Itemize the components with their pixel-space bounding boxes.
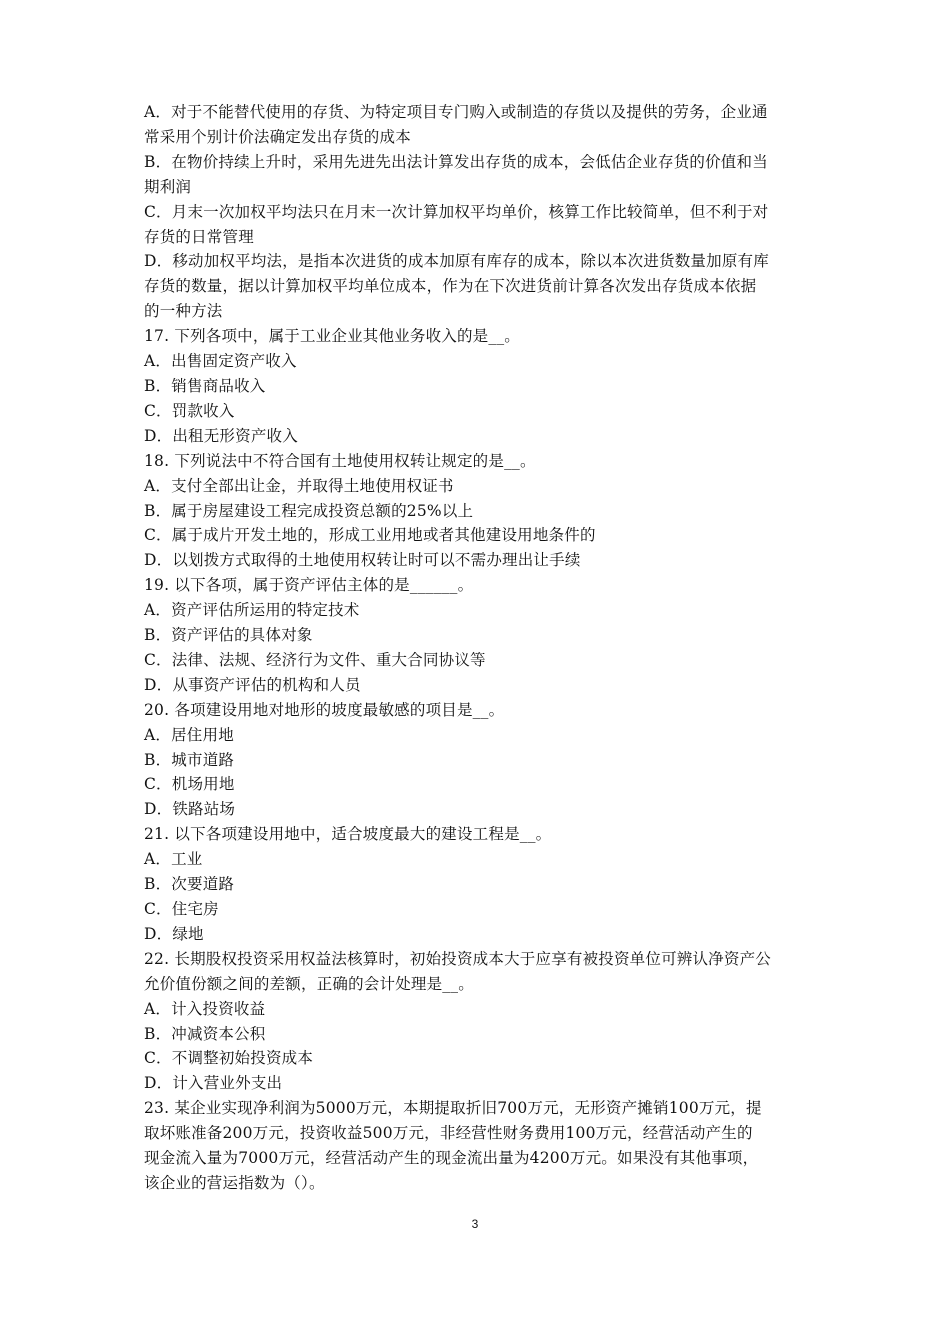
text-line: 17. 下列各项中，属于工业企业其他业务收入的是__。 [144,327,520,346]
text-line: 23. 某企业实现净利润为5000万元，本期提取折旧700万元，无形资产摊销100万元，提 [144,1099,762,1118]
text-line: D．以划拨方式取得的土地使用权转让时可以不需办理出让手续 [144,551,581,570]
text-line: 存货的日常管理 [144,227,254,246]
text-line: C．罚款收入 [144,401,235,420]
text-line: 该企业的营运指数为（）。 [144,1173,325,1192]
text-line: D．绿地 [144,924,204,943]
text-line: B．资产评估的具体对象 [144,626,313,645]
text-line: C．属于成片开发土地的，形成工业用地或者其他建设用地条件的 [144,526,596,545]
text-line: C．住宅房 [144,900,219,918]
text-line: 22. 长期股权投资采用权益法核算时，初始投资成本大于应享有被投资单位可辨认净资产公 [144,949,771,968]
text-line: A．计入投资收益 [144,999,266,1018]
text-line: C．不调整初始投资成本 [144,1049,314,1068]
text-line: 21. 以下各项建设用地中，适合坡度最大的建设工程是__。 [144,825,552,844]
text-line: A．支付全部出让金，并取得土地使用权证书 [144,476,454,495]
text-line: D．移动加权平均法，是指本次进货的成本加原有库存的成本，除以本次进货数量加原有库 [144,252,769,271]
text-line: C．法律、法规、经济行为文件、重大合同协议等 [144,650,486,669]
text-line: 19. 以下各项，属于资产评估主体的是______。 [144,576,474,595]
text-line: 取坏账准备200万元，投资收益500万元，非经营性财务费用100万元，经营活动产生的 [144,1124,753,1143]
text-line: 存货的数量，据以计算加权平均单位成本，作为在下次进货前计算各次发出存货成本依据 [144,277,757,296]
text-line: B．属于房屋建设工程完成投资总额的25%以上 [144,501,474,520]
text-line: 的一种方法 [144,302,223,321]
text-line: B．次要道路 [144,875,235,894]
text-line: 常采用个别计价法确定发出存货的成本 [144,127,411,146]
text-line: B．冲减资本公积 [144,1024,266,1043]
text-line: D．铁路站场 [144,800,236,819]
text-line: A．对于不能替代使用的存货、为特定项目专门购入或制造的存货以及提供的劳务，企业通 [144,103,768,121]
text-line: 期利润 [144,177,192,196]
text-line: B．在物价持续上升时，采用先进先出法计算发出存货的成本，会低估企业存货的价值和当 [144,152,768,171]
text-line: 现金流入量为7000万元，经营活动产生的现金流出量为4200万元。如果没有其他事项， [144,1149,759,1168]
text-line: 允价值份额之间的差额，正确的会计处理是__。 [144,974,474,993]
text-line: D．从事资产评估的机构和人员 [144,675,361,694]
document-body [144,100,812,1196]
text-line: C．月末一次加权平均法只在月末一次计算加权平均单价，核算工作比较简单，但不利于对 [144,202,769,221]
text-line: 20. 各项建设用地对地形的坡度最敏感的项目是__。 [144,700,505,719]
text-line: D．计入营业外支出 [144,1074,283,1093]
text-line: D．出租无形资产收入 [144,426,298,445]
text-line: 18. 下列说法中不符合国有土地使用权转让规定的是__。 [144,451,536,470]
text-line: A．出售固定资产收入 [144,352,297,371]
text-line: A．资产评估所运用的特定技术 [144,601,360,620]
text-line: B．城市道路 [144,750,235,769]
text-line: B．销售商品收入 [144,376,266,395]
text-line: A．工业 [144,850,203,869]
page-number: 3 [471,1217,479,1231]
text-line: A．居住用地 [144,725,234,744]
text-line: C．机场用地 [144,775,235,794]
